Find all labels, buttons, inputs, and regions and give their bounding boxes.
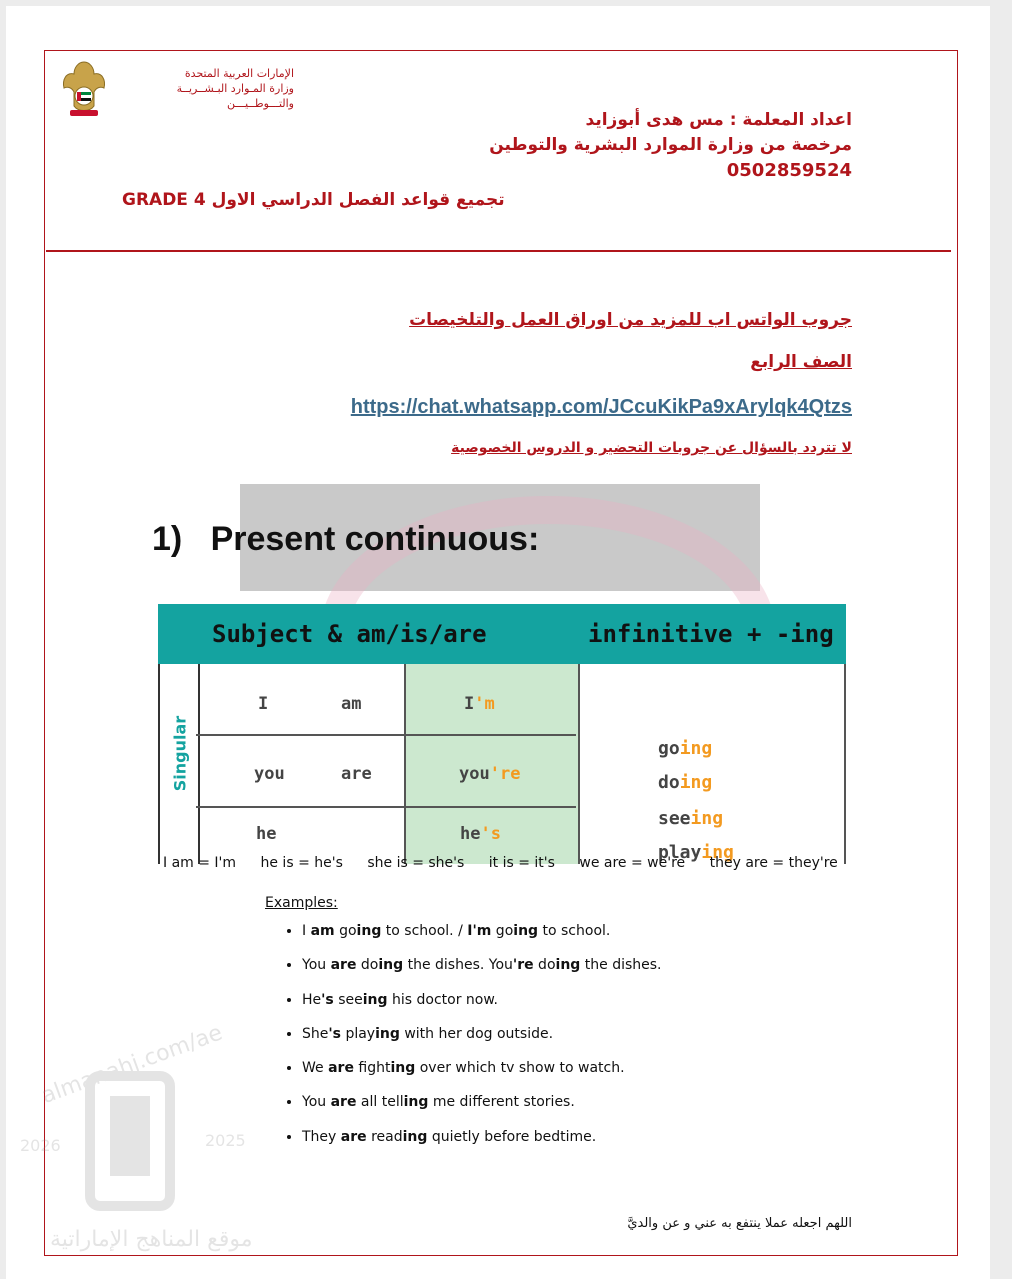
example-text: We <box>302 1060 329 1077</box>
example-emphasis: I'm <box>467 923 492 939</box>
example-item <box>302 920 662 954</box>
subject-cell: you <box>254 764 285 784</box>
example-text: over which tv show to watch. <box>415 1060 625 1077</box>
example-text: all tell <box>356 1094 404 1111</box>
license-line: مرخصة من وزارة الموارد البشرية والتوطين <box>489 135 852 155</box>
example-emphasis: am <box>310 923 335 939</box>
contraction-item: he is = he's <box>260 855 343 871</box>
subject-cell: he <box>256 824 277 844</box>
uae-emblem-icon <box>60 58 108 120</box>
header-right: infinitive + -ing <box>588 620 834 648</box>
ing-word: seeing <box>658 808 724 829</box>
example-text: the dishes. <box>580 957 662 974</box>
example-emphasis: ing <box>513 923 539 939</box>
example-item <box>302 1126 662 1160</box>
watermark-site: almanahj.com/ae <box>38 1020 226 1109</box>
example-text: to school. <box>538 923 611 939</box>
example-text: go <box>334 923 357 939</box>
phone-number: 0502859524 <box>726 160 852 181</box>
example-item <box>302 1091 662 1125</box>
contraction-item: I am = I'm <box>163 855 237 871</box>
example-emphasis: ing <box>403 1094 429 1111</box>
contraction-item: it is = it's <box>488 855 555 871</box>
example-emphasis: ing <box>375 1025 400 1042</box>
example-text: play <box>341 1025 376 1042</box>
example-text: They <box>302 1128 341 1145</box>
watermark-year-left: 2026 <box>20 1136 61 1155</box>
example-text: She <box>302 1025 329 1042</box>
example-item <box>302 989 662 1023</box>
example-text: do <box>356 957 379 974</box>
example-text: go <box>491 923 514 939</box>
tutoring-line: لا تتردد بالسؤال عن جروبات التحضير و الدروس الخصوصية <box>451 440 852 456</box>
header-left: Subject & am/is/are <box>212 620 487 648</box>
row-divider <box>196 806 576 808</box>
example-emphasis: 're <box>512 957 534 974</box>
table-header <box>158 604 846 664</box>
watermark-logo <box>20 1020 280 1276</box>
whatsapp-group-line: جروب الواتس اب للمزيد من اوراق العمل والتلخيصات <box>409 310 852 330</box>
ministry-line-2: وزارة المـوارد البـشــريــة <box>176 82 294 95</box>
class-line: الصف الرابع <box>750 352 852 372</box>
example-emphasis: are <box>330 1094 357 1111</box>
ing-word: doing <box>658 772 713 793</box>
contraction-item: they are = they're <box>709 855 838 871</box>
example-item <box>302 1023 662 1057</box>
example-emphasis: are <box>340 1128 367 1145</box>
row-divider <box>196 734 576 736</box>
header-divider <box>46 250 951 252</box>
watermark-year-right: 2025 <box>205 1131 246 1150</box>
teacher-name: اعداد المعلمة : مس هدى أبوزايد <box>585 110 852 130</box>
example-text: to school. / <box>381 923 468 939</box>
examples-label: Examples: <box>265 895 338 911</box>
example-text: read <box>366 1128 403 1145</box>
example-text: You <box>302 957 331 974</box>
verb-cell: are <box>341 764 372 784</box>
verb-cell: am <box>341 694 362 714</box>
example-emphasis: 's <box>328 1025 341 1042</box>
example-emphasis: are <box>328 1060 354 1077</box>
example-emphasis: are <box>330 957 357 974</box>
contraction-cell: I'm <box>464 694 495 714</box>
teacher-info <box>489 108 852 183</box>
example-emphasis: ing <box>356 923 382 939</box>
contraction-item: we are = we're <box>579 855 686 871</box>
ministry-line-3: والتـــوطــيـــن <box>227 97 294 110</box>
example-text: I <box>302 923 311 939</box>
table-row <box>258 694 268 714</box>
example-emphasis: ing <box>402 1128 428 1145</box>
example-text: He <box>302 991 322 1008</box>
table-row <box>254 764 285 784</box>
example-item <box>302 1057 662 1091</box>
grade-title: تجميع قواعد الفصل الدراسي الاول GRADE 4 <box>122 190 505 210</box>
example-text: me different stories. <box>428 1094 575 1111</box>
ministry-line-1: الإمارات العربية المتحدة <box>184 67 294 80</box>
contraction-cell: you're <box>459 764 521 784</box>
table-right-border <box>844 664 846 864</box>
examples-list <box>278 920 662 1160</box>
example-text: quietly before bedtime. <box>427 1128 597 1145</box>
subject-cell: I <box>258 694 269 714</box>
example-text: fight <box>353 1060 391 1077</box>
ing-word: going <box>658 738 713 759</box>
example-text: the dishes. You <box>403 957 513 974</box>
watermark-arabic: موقع المناهج الإماراتية <box>50 1227 253 1252</box>
document-page <box>6 6 990 1279</box>
ministry-name <box>114 66 294 111</box>
example-text: with her dog outside. <box>399 1025 554 1042</box>
footer-dua: اللهم اجعله عملا ينتفع به عني و عن والديَّ <box>627 1216 852 1231</box>
side-label: Singular <box>170 715 190 792</box>
table-row <box>256 824 276 844</box>
example-text: his doctor now. <box>387 991 498 1008</box>
example-item <box>302 954 662 988</box>
example-text: You <box>302 1094 331 1111</box>
example-emphasis: ing <box>378 957 404 974</box>
whatsapp-link[interactable]: https://chat.whatsapp.com/JCcuKikPa9xArylqk4Qtzs <box>350 396 852 418</box>
contraction-cell: he's <box>460 824 501 844</box>
contractions-line <box>163 855 858 871</box>
ing-word: playing <box>658 842 734 863</box>
side-column <box>158 664 200 864</box>
contraction-item: she is = she's <box>367 855 465 871</box>
example-text: do <box>533 957 556 974</box>
example-emphasis: ing <box>362 991 388 1008</box>
example-emphasis: ing <box>555 957 581 974</box>
example-emphasis: ing <box>390 1060 416 1077</box>
example-text: see <box>333 991 363 1008</box>
example-emphasis: 's <box>321 991 334 1008</box>
section-heading: 1) Present continuous: <box>152 520 540 558</box>
